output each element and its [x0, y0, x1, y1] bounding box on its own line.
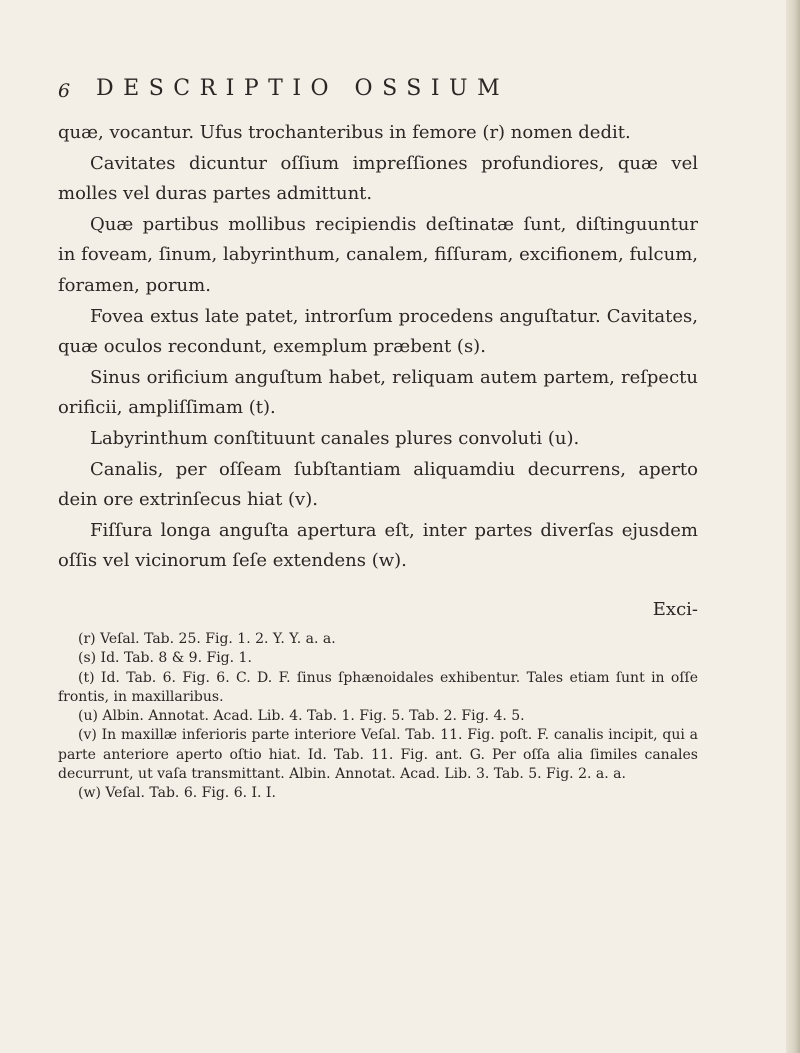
footnote-s: (s) Id. Tab. 8 & 9. Fig. 1. — [78, 650, 252, 667]
footnotes — [58, 630, 698, 804]
page-edge — [786, 0, 800, 1053]
page-header — [58, 74, 738, 108]
paragraph-fovea: Fovea extus late patet, introrſum procedens anguſtatur. Cavitates, quæ oculos recondunt, exemplum præbent (s). — [58, 305, 698, 358]
paragraph-canalis: Canalis, per oſſeam ſubſtantiam aliquamdiu decurrens, aperto dein ore extrinſecus hiat (v). — [58, 458, 698, 511]
paragraph-cavitates: Cavitates dicuntur oſſium impreſſiones profundiores, quæ vel molles vel duras partes admittunt. — [58, 152, 698, 205]
main-text — [58, 118, 698, 577]
footnote-u: (u) Albin. Annotat. Acad. Lib. 4. Tab. 1. Fig. 5. Tab. 2. Fig. 4. 5. — [78, 708, 525, 725]
footnote-w: (w) Veſal. Tab. 6. Fig. 6. I. I. — [78, 785, 276, 802]
paragraph-labyrinthum: Labyrinthum conſtituunt canales plures convoluti (u). — [90, 427, 580, 449]
footnote-t: (t) Id. Tab. 6. Fig. 6. C. D. F. ſinus ſphænoidales exhibentur. Tales etiam ſunt in oſſe frontis, in maxillaribus. — [58, 669, 698, 705]
footnote-r: (r) Veſal. Tab. 25. Fig. 1. 2. Y. Y. a. a. — [78, 631, 336, 647]
running-title: DESCRIPTIO OSSIUM — [96, 76, 510, 101]
paragraph-fissura: Fiſſura longa anguſta apertura eſt, inter partes diverſas ejusdem oſſis vel vicinorum ſeſe extendens (w). — [58, 519, 698, 572]
catchword: Exci- — [652, 599, 698, 620]
page-number: 6 — [58, 80, 71, 102]
footnote-v: (v) In maxillæ inferioris parte interiore Veſal. Tab. 11. Fig. poſt. F. canalis incipit, qui a parte anteriore aperto oſtio hiat. Id. Tab. 11. Fig. ant. G. Per oſſa alia ſimiles canales decurrunt, ut vaſa transmittant. Albin. Annotat. Acad. Lib. 3. Tab. 5. Fig. 2. a. a. — [58, 727, 698, 783]
paragraph-partibus-mollibus: Quæ partibus mollibus recipiendis deſtinatæ ſunt, diſtinguuntur in foveam, ſinum, labyrinthum, canalem, fiſſuram, excifionem, fulcum, foramen, porum. — [58, 213, 698, 296]
paragraph-continuation: quæ, vocantur. Ufus trochanteribus in femore (r) nomen dedit. — [58, 122, 631, 143]
paragraph-sinus: Sinus orificium anguſtum habet, reliquam autem partem, reſpectu orificii, ampliſſimam (t). — [58, 366, 698, 419]
